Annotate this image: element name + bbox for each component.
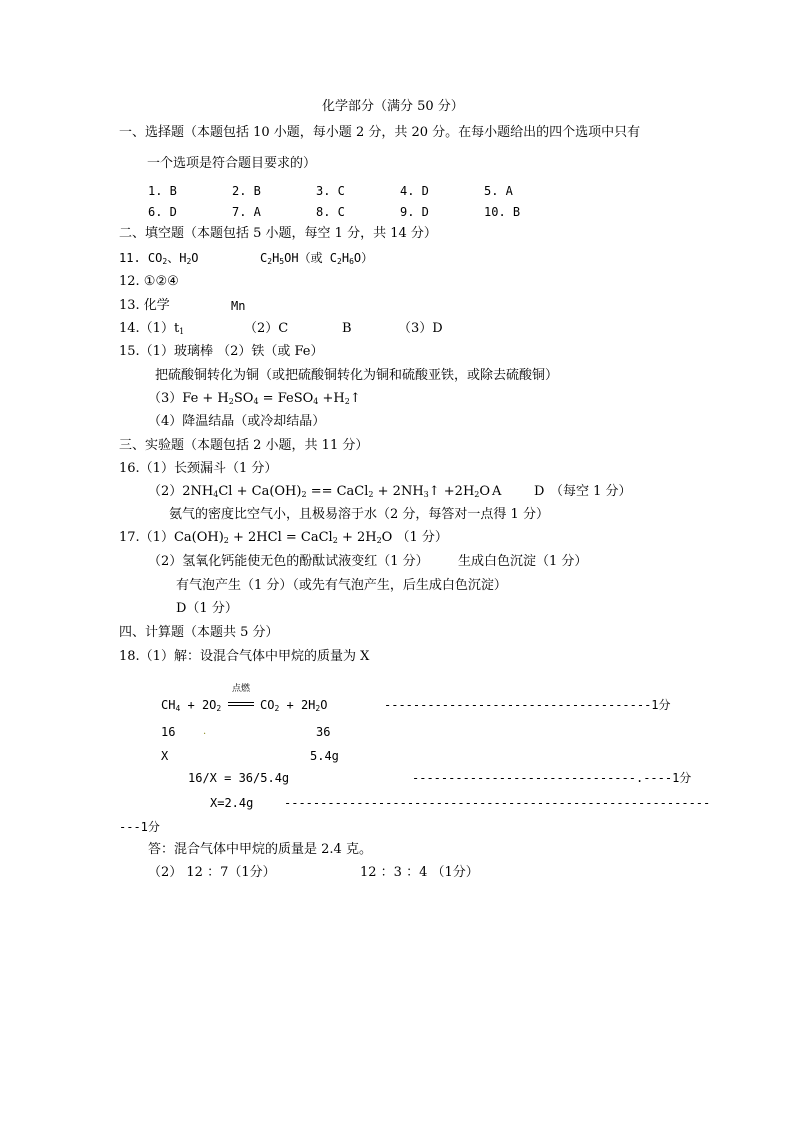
choice-answer-2: 2. B xyxy=(232,184,261,198)
q18-ratio-bottom-right: 5.4g xyxy=(310,749,339,763)
q15-line-2: 把硫酸铜转化为铜（或把硫酸铜转化为铜和硫酸亚铁，或除去硫酸铜） xyxy=(155,368,559,383)
q18-score-2: -------------------------------.----1分 xyxy=(412,771,692,785)
equation-bar-top xyxy=(228,702,254,703)
q18-result: X=2.4g xyxy=(210,796,254,810)
choice-answer-4: 4. D xyxy=(400,184,429,198)
q18-equation-left: $CH_4 + 2O_2$ xyxy=(161,698,222,713)
q18-part-2-b: 12 ：3 ：4 （1分） xyxy=(360,865,479,880)
q17-line-2b: 生成白色沉淀（1 分） xyxy=(458,554,588,569)
q15-line-4: （4）降温结晶（或冷却结晶） xyxy=(148,414,326,429)
choice-answer-5: 5. A xyxy=(484,184,513,198)
q15-line-1: 15.（1）玻璃棒 （2）铁（或 Fe） xyxy=(119,344,324,359)
q18-part-2-a: （2） 12 ：7（1分） xyxy=(148,865,276,880)
q17-line-2a: （2）氢氧化钙能使无色的酚酞试液变红（1 分） xyxy=(148,554,429,569)
q14-answer-4: （3）D xyxy=(398,321,443,336)
q17-line-4: D（1 分） xyxy=(176,601,238,616)
reaction-condition-label: 点燃 xyxy=(231,684,250,694)
q16-answer-a: A xyxy=(492,484,502,499)
q18-score-1: -------------------------------------1分 xyxy=(384,698,671,712)
section-1-heading: 一、选择题（本题包括 10 小题，每小题 2 分，共 20 分。在每小题给出的四个选项中只有 xyxy=(119,125,641,140)
choice-answer-6: 6. D xyxy=(148,205,177,219)
section-4-heading: 四、计算题（本题共 5 分） xyxy=(119,625,279,640)
choice-answer-1: 1. B xyxy=(148,184,177,198)
q13-answer-1: 13. 化学 xyxy=(119,298,170,313)
q17-line-3: 有气泡产生（1 分）（或先有气泡产生，后生成白色沉淀） xyxy=(176,578,507,593)
q16-line-1: 16.（1）长颈漏斗（1 分） xyxy=(119,461,278,476)
choice-answer-8: 8. C xyxy=(316,205,345,219)
q13-answer-2: Mn xyxy=(231,299,246,313)
choice-answer-3: 3. C xyxy=(316,184,345,198)
q18-score-3-cont: ---1分 xyxy=(119,820,160,834)
q11-answer-2: $C_2H_5OH$（或 $C_2H_6O$） xyxy=(260,251,374,266)
q16-answer-d: D xyxy=(534,484,545,499)
q18-line-1: 18.（1）解：设混合气体中甲烷的质量为 X xyxy=(119,649,370,664)
section-1-heading-cont: 一个选项是符合题目要求的） xyxy=(147,156,317,171)
q14-answer-2: （2）C xyxy=(244,321,289,336)
q12-answer: 12. ①②④ xyxy=(119,274,179,289)
choice-answer-10: 10. B xyxy=(484,205,521,219)
q16-line-3: 氨气的密度比空气小，且极易溶于水（2 分，每答对一点得 1 分） xyxy=(169,507,549,522)
choice-answer-7: 7. A xyxy=(232,205,261,219)
q16-score-note: （每空 1 分） xyxy=(550,484,632,499)
q16-line-2: $(2)2NH_4Cl + Ca(OH)_2$ == CaCl$_2$ + $2NH_3↑ +2H_2O$ xyxy=(148,484,491,499)
q18-ratio-top-left: 16 xyxy=(161,725,176,739)
section-2-heading: 二、填空题（本题包括 5 小题，每空 1 分，共 14 分） xyxy=(119,226,437,241)
q18-score-3: ----------------------------------------------------------- xyxy=(284,796,711,810)
q15-line-3: $(3)Fe + H_2SO_4$ = FeSO$_4$ $+H_2↑$ xyxy=(148,391,361,406)
page-title: 化学部分（满分 50 分） xyxy=(322,99,464,114)
q18-proportion: 16/X = 36/5.4g xyxy=(188,771,290,785)
q18-ratio-bottom-left: X xyxy=(161,749,169,763)
q18-answer: 答：混合气体中甲烷的质量是 2.4 克。 xyxy=(148,842,372,857)
q18-equation-right: $CO_2 + 2H_2O$ xyxy=(260,698,328,713)
choice-answer-9: 9. D xyxy=(400,205,429,219)
section-3-heading: 三、实验题（本题包括 2 小题，共 11 分） xyxy=(119,438,369,453)
q11-answer-1: 11. $CO_2$、$H_2O$ xyxy=(119,251,199,266)
q18-ratio-top-right: 36 xyxy=(316,725,331,739)
q14-answer-3: B xyxy=(342,321,352,336)
stray-dot: . xyxy=(203,726,207,737)
equation-bar-bottom xyxy=(228,705,254,706)
q14-answer-1: $14.(1)t_1$ xyxy=(119,321,185,336)
q17-line-1: $17.(1)Ca(OH)_2 + 2HCl$ = CaCl$_2$ + $2H_2O$ （1 分） xyxy=(119,530,448,545)
